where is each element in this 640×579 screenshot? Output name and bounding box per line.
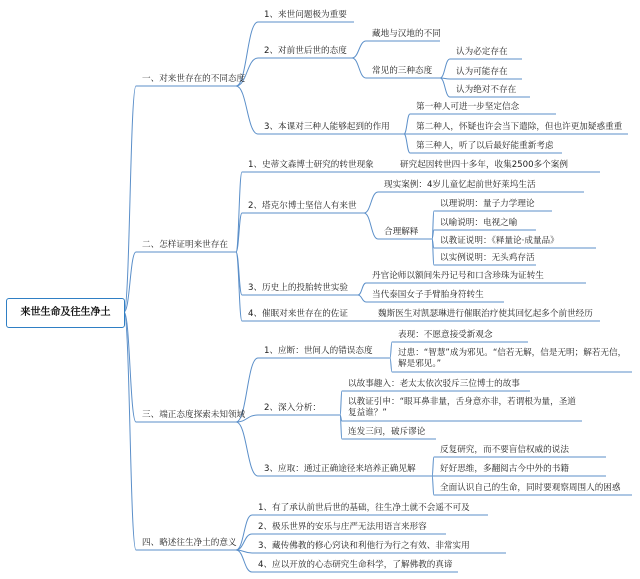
s3-item-1-a[interactable]: 表现：不愿意接受新观念 (398, 330, 493, 340)
s1-item-2-b-3[interactable]: 认为绝对不存在 (456, 85, 517, 95)
s2-item-4[interactable]: 4、催眠对来世存在的佐证 (248, 309, 348, 319)
s1-item-3-c[interactable]: 第三种人，听了以后最好能重新考虑 (416, 141, 554, 151)
s4-item-3[interactable]: 3、藏传佛教的修心窍诀和利他行为行之有效、非常实用 (258, 541, 470, 551)
s2-item-2-b-2[interactable]: 以喻说明：电视之喻 (440, 218, 518, 228)
connector (364, 213, 378, 239)
connector (124, 312, 136, 422)
s1-item-2-b-1[interactable]: 认为必定存在 (456, 47, 508, 57)
connector (236, 172, 242, 252)
connector (390, 342, 392, 358)
s4-item-1[interactable]: 1、有了承认前世后世的基础，往生净土就不会遥不可及 (258, 503, 470, 513)
connector (236, 422, 258, 476)
connector (236, 252, 242, 321)
section-1[interactable]: 一、对来世存在的不同态度 (142, 74, 246, 84)
connector (432, 476, 434, 495)
s2-item-2[interactable]: 2、塔克尔博士坚信人有来世 (248, 201, 357, 211)
section-3[interactable]: 三、端正态度探索未知领域 (142, 410, 246, 420)
s3-item-2-c[interactable]: 连发三问，破斥谬论 (348, 427, 426, 437)
connector (432, 457, 434, 476)
connector (352, 41, 366, 58)
s2-item-2-b[interactable]: 合理解释 (384, 227, 419, 237)
s2-item-3-a[interactable]: 丹官论师以额间朱丹记号和口含珍珠为证转生 (372, 271, 544, 281)
connector (236, 534, 252, 550)
section-2[interactable]: 二、怎样证明来世存在 (142, 240, 228, 250)
s1-item-2[interactable]: 2、对前世后世的态度 (264, 46, 347, 56)
s3-item-3[interactable]: 3、应取：通过正确途径来培养正确见解 (264, 464, 416, 474)
section-4[interactable]: 四、略述往生净土的意义 (142, 538, 237, 548)
connector (390, 358, 392, 372)
s2-item-1[interactable]: 1、史蒂文森博士研究的转世现象 (248, 160, 374, 170)
s3-item-1[interactable]: 1、应断：世间人的错误态度 (264, 346, 373, 356)
s4-item-2[interactable]: 2、极乐世界的安乐与庄严无法用语言来形容 (258, 522, 427, 532)
connector (236, 515, 252, 550)
s2-item-2-b-1[interactable]: 以理说明：量子力学理论 (440, 199, 535, 209)
s1-item-3-a[interactable]: 第一种人可进一步坚定信念 (416, 102, 520, 112)
s1-item-2-a[interactable]: 藏地与汉地的不同 (372, 29, 441, 39)
s2-item-2-b-4[interactable]: 以实例说明：无头鸡存活 (440, 253, 535, 263)
s1-item-2-b[interactable]: 常见的三种态度 (372, 66, 433, 76)
s1-item-3[interactable]: 3、本课对三种人能够起到的作用 (264, 122, 390, 132)
s2-item-1-a[interactable]: 研究起因转世四十多年，收集2500多个案例 (400, 160, 568, 170)
connector (124, 312, 136, 550)
s2-item-3[interactable]: 3、历史上的投胎转世实验 (248, 283, 348, 293)
root-node[interactable]: 来世生命及往生净土 (6, 298, 125, 328)
s3-item-2-a[interactable]: 以故事趣入：老太太依次驳斥三位博士的故事 (348, 379, 520, 389)
connector (236, 86, 258, 134)
s3-item-3-a[interactable]: 反复研究，而不要盲信权威的说法 (440, 445, 569, 455)
s2-item-3-b[interactable]: 当代泰国女子手臂胎身符转生 (372, 290, 484, 300)
connector (340, 391, 342, 415)
connector (364, 192, 378, 213)
s3-item-2[interactable]: 2、深入分析： (264, 403, 322, 413)
s2-item-2-a[interactable]: 现实案例：4岁儿童忆起前世好莱坞生活 (384, 180, 536, 190)
s4-item-4[interactable]: 4、应以开放的心态研究生命科学，了解佛教的真谛 (258, 560, 453, 570)
connector (440, 59, 450, 78)
connector (404, 114, 410, 134)
connector (358, 295, 366, 302)
s1-item-1[interactable]: 1、来世问题极为重要 (264, 10, 347, 20)
s1-item-2-b-2[interactable]: 认为可能存在 (456, 67, 508, 77)
connector (352, 58, 366, 78)
s1-item-3-b[interactable]: 第二种人，怀疑也许会当下遣除，但也许更加疑惑重重 (416, 122, 623, 132)
s3-item-3-b[interactable]: 好好思维，多翻阅古今中外的书籍 (440, 464, 569, 474)
s3-item-2-b[interactable]: 以教证引申：“眼耳鼻非量，舌身意亦非，若谓根为量，圣道复益谁？” (348, 397, 576, 418)
connector (358, 283, 366, 295)
s3-item-1-b[interactable]: 过患：“智慧”成为邪见。“信若无解，信是无明；解若无信，解是邪见。” (398, 348, 627, 369)
connector (440, 78, 450, 97)
connector (404, 134, 410, 153)
s2-item-2-b-3[interactable]: 以教证说明：《释量论·成量品》 (440, 236, 559, 246)
s2-item-4-a[interactable]: 魏斯医生对凯瑟琳进行催眠治疗使其回忆起多个前世经历 (378, 309, 593, 319)
s3-item-3-c[interactable]: 全面认识自己的生命，同时要观察周围人的困惑 (440, 483, 621, 493)
